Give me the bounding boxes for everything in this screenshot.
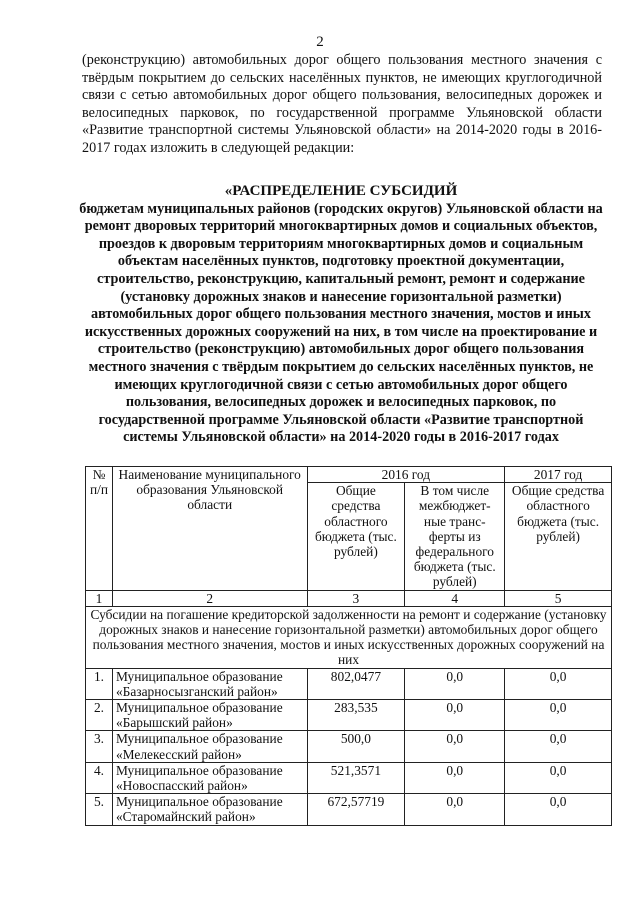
row-federal-2016: 0,0 — [405, 700, 505, 731]
header-year-2016: 2016 год — [307, 467, 505, 483]
intro-paragraph: (реконструкцию) автомобильных дорог общего пользования местного значения с твёрдым покрытием до сельских населённых пунктов, не имеющих круглогодичной связи с сетью автомобильных дорог общего пользования, велосипедных дорожек и велосипедных парковок, по государственной программе Ульяновской области «Развитие транспортной системы Ульяновской области» на 2014-2020 годы в 2016-2017 годах изложить в следующей редакции: — [82, 52, 602, 156]
col-number: 2 — [112, 590, 307, 606]
col-number: 4 — [405, 590, 505, 606]
row-name: Муниципальное образование «Мелекесский район» — [112, 731, 307, 762]
col-number: 5 — [505, 590, 612, 606]
header-total-2017: Общие средства областного бюджета (тыс. рублей) — [505, 483, 612, 590]
header-row-years — [86, 467, 612, 483]
row-value-2017: 0,0 — [505, 731, 612, 762]
subsidy-table — [85, 466, 612, 826]
table-row — [86, 700, 612, 731]
table-row — [86, 762, 612, 793]
section-title: Субсидии на погашение кредиторской задолженности на ремонт и содержание (установку дорожных знаков и нанесение горизонтальной разметки) автомобильных дорог общего пользования местного значения, мостов и иных искусственных дорожных сооружений на них — [86, 606, 612, 668]
table-row — [86, 731, 612, 762]
row-name: Муниципальное образование «Базарносызганский район» — [112, 668, 307, 699]
header-name: Наименование муниципального образования Ульяновской области — [112, 467, 307, 591]
row-name: Муниципальное образование «Старомайнский район» — [112, 794, 307, 825]
col-number: 3 — [307, 590, 405, 606]
heading-title: «РАСПРЕДЕЛЕНИЕ СУБСИДИЙ — [224, 183, 458, 199]
col-number: 1 — [86, 590, 113, 606]
header-total-2016: Общие средства областного бюджета (тыс. рублей) — [307, 483, 405, 590]
row-federal-2016: 0,0 — [405, 762, 505, 793]
row-value-2016: 672,57719 — [307, 794, 405, 825]
header-year-2017: 2017 год — [505, 467, 612, 483]
row-value-2016: 802,0477 — [307, 668, 405, 699]
row-value-2017: 0,0 — [505, 668, 612, 699]
row-num: 2. — [86, 700, 113, 731]
row-num: 3. — [86, 731, 113, 762]
section-heading — [76, 183, 606, 447]
column-number-row — [86, 590, 612, 606]
row-federal-2016: 0,0 — [405, 794, 505, 825]
row-federal-2016: 0,0 — [405, 731, 505, 762]
row-value-2017: 0,0 — [505, 794, 612, 825]
section-row — [86, 606, 612, 668]
row-value-2017: 0,0 — [505, 700, 612, 731]
row-value-2017: 0,0 — [505, 762, 612, 793]
table-row — [86, 668, 612, 699]
row-federal-2016: 0,0 — [405, 668, 505, 699]
table-row — [86, 794, 612, 825]
header-federal-2016: В том числе межбюджет-ные транс-ферты из федерального бюджета (тыс. рублей) — [405, 483, 505, 590]
row-value-2016: 500,0 — [307, 731, 405, 762]
heading-body: бюджетам муниципальных районов (городских округов) Ульяновской области на ремонт дворовых территорий многоквартирных домов и социальных объектов, проездов к дворовым территориям многоквартирных домов и социальным объектам населённых пунктов, подготовку проектной документации, строительство, реконструкцию, капитальный ремонт, ремонт и содержание (установку дорожных знаков и нанесение горизонтальной разметки) автомобильных дорог общего пользования местного значения, мостов и иных искусственных дорожных сооружений на них, в том числе на проектирование и строительство (реконструкцию) автомобильных дорог общего пользования местного значения с твёрдым покрытием до сельских населённых пунктов, не имеющих круглогодичной связи с сетью автомобильных дорог общего пользования, велосипедных дорожек и велосипедных парковок, по государственной программе Ульяновской области «Развитие транспортной системы Ульяновской области» на 2014-2020 годы в 2016-2017 годах — [79, 200, 603, 446]
row-value-2016: 283,535 — [307, 700, 405, 731]
page-number: 2 — [316, 34, 324, 50]
row-num: 1. — [86, 668, 113, 699]
row-num: 4. — [86, 762, 113, 793]
header-num: № п/п — [86, 467, 113, 591]
row-name: Муниципальное образование «Барышский район» — [112, 700, 307, 731]
row-value-2016: 521,3571 — [307, 762, 405, 793]
row-num: 5. — [86, 794, 113, 825]
row-name: Муниципальное образование «Новоспасский район» — [112, 762, 307, 793]
